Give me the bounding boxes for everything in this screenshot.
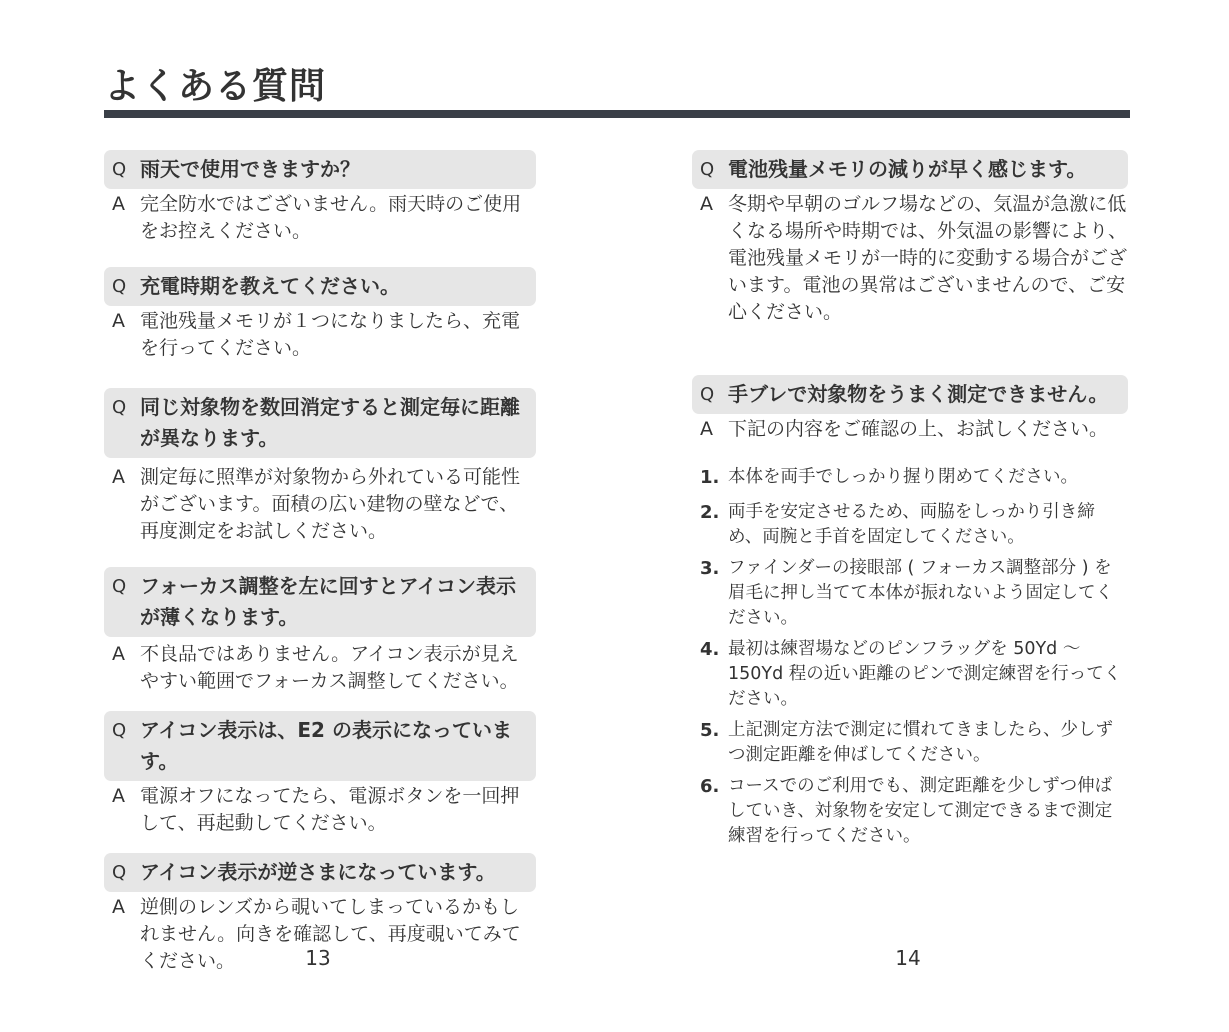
list-item <box>692 774 1128 849</box>
page-title: よくある質問 <box>104 66 327 107</box>
answer-text: 冬期や早朝のゴルフ場などの、気温が急激に低くなる場所や時期では、外気温の影響により、電池残量メモリが一時的に変動する場合がございます。電池の異常はございませんので、ご安心ください。 <box>728 193 1128 323</box>
step-text: コースでのご利用でも、測定距離を少しずつ伸ばしていき、対象物を安定して測定できるまで測定練習を行ってください。 <box>728 776 1113 846</box>
page-number-left: 13 <box>305 946 331 970</box>
title-divider <box>104 110 1130 118</box>
question <box>104 567 536 637</box>
answer-text: 完全防水ではございません。雨天時のご使用をお控えください。 <box>140 193 522 242</box>
page-number-right: 14 <box>895 946 921 970</box>
answer <box>692 191 1128 326</box>
answer-text: 測定毎に照準が対象物から外れている可能性がございます。面積の広い建物の壁などで、再度測定をお試しください。 <box>140 466 521 542</box>
answer-text: 逆側のレンズから覗いてしまっているかもしれません。向きを確認して、再度覗いてみてください。 <box>140 896 521 972</box>
a-marker: A <box>112 896 125 918</box>
list-item <box>692 718 1128 768</box>
answer-text: 電源オフになってたら、電源ボタンを一回押して、再起動してください。 <box>140 785 520 834</box>
question-text: 雨天で使用できますか？ <box>140 157 360 181</box>
list-item <box>692 637 1128 712</box>
question <box>692 150 1128 189</box>
answer <box>104 191 536 245</box>
question-text: フォーカス調整を左に回すとアイコン表示が薄くなります。 <box>140 574 516 629</box>
faq-item <box>692 150 1128 326</box>
step-text: 上記測定方法で測定に慣れてきましたら、少しずつ測定距離を伸ばしてください。 <box>728 720 1113 765</box>
step-text: 最初は練習場などのピンフラッグを 50Yd ～ 150Yd 程の近い距離のピンで測定練習を行ってください。 <box>728 639 1122 709</box>
question-text: 同じ対象物を数回消定すると測定毎に距離が異なります。 <box>140 395 520 450</box>
a-marker: A <box>112 643 125 665</box>
a-marker: A <box>112 785 125 807</box>
question-text: アイコン表示が逆さまになっています。 <box>140 860 496 884</box>
answer <box>104 308 536 362</box>
faq-item <box>104 711 536 837</box>
steps-list <box>692 465 1128 849</box>
a-marker: A <box>112 466 125 488</box>
step-number: 3. <box>700 558 720 579</box>
right-faq-column <box>692 150 1128 326</box>
step-number: 1. <box>700 467 720 488</box>
answer <box>692 416 1128 443</box>
left-faq-column <box>104 150 536 975</box>
step-text: ファインダーの接眼部 ( フォーカス調整部分 ) を眉毛に押し当てて本体が振れないよう固定してください。 <box>728 558 1113 628</box>
question-text: アイコン表示は、E2 の表示になっています。 <box>140 718 512 773</box>
question <box>104 150 536 189</box>
q-marker: Q <box>112 397 127 418</box>
list-item <box>692 465 1128 490</box>
q-marker: Q <box>700 384 715 405</box>
answer <box>104 464 536 545</box>
a-marker: A <box>700 193 713 215</box>
question <box>104 711 536 781</box>
q-marker: Q <box>112 159 127 180</box>
step-number: 6. <box>700 776 720 797</box>
question-text: 電池残量メモリの減りが早く感じます。 <box>728 157 1087 181</box>
q-marker: Q <box>700 159 715 180</box>
q-marker: Q <box>112 576 127 597</box>
step-text: 本体を両手でしっかり握り閉めてください。 <box>728 467 1078 487</box>
faq-item <box>692 375 1128 443</box>
a-marker: A <box>700 418 713 440</box>
answer <box>104 783 536 837</box>
a-marker: A <box>112 193 125 215</box>
step-number: 5. <box>700 720 720 741</box>
question <box>104 267 536 306</box>
step-text: 両手を安定させるため、両脇をしっかり引き締め、両腕と手首を固定してください。 <box>728 502 1095 547</box>
q-marker: Q <box>112 720 127 741</box>
question-text: 手ブレで対象物をうまく測定できません。 <box>728 382 1109 406</box>
question-text: 充電時期を教えてください。 <box>140 274 400 298</box>
question <box>692 375 1128 414</box>
a-marker: A <box>112 310 125 332</box>
question <box>104 853 536 892</box>
answer-text: 電池残量メモリが１つになりましたら、充電を行ってください。 <box>140 310 521 359</box>
step-number: 2. <box>700 502 720 523</box>
answer <box>104 641 536 695</box>
answer-text: 不良品ではありません。アイコン表示が見えやすい範囲でフォーカス調整してください。 <box>140 643 519 692</box>
faq-item <box>104 150 536 245</box>
answer-text: 下記の内容をご確認の上、お試しください。 <box>728 418 1109 440</box>
step-number: 4. <box>700 639 720 660</box>
q-marker: Q <box>112 862 127 883</box>
list-item <box>692 500 1128 550</box>
q-marker: Q <box>112 276 127 297</box>
right-faq-column-lower <box>692 375 1128 849</box>
list-item <box>692 556 1128 631</box>
faq-item <box>104 267 536 362</box>
question <box>104 388 536 458</box>
faq-item <box>104 388 536 545</box>
faq-item <box>104 567 536 695</box>
